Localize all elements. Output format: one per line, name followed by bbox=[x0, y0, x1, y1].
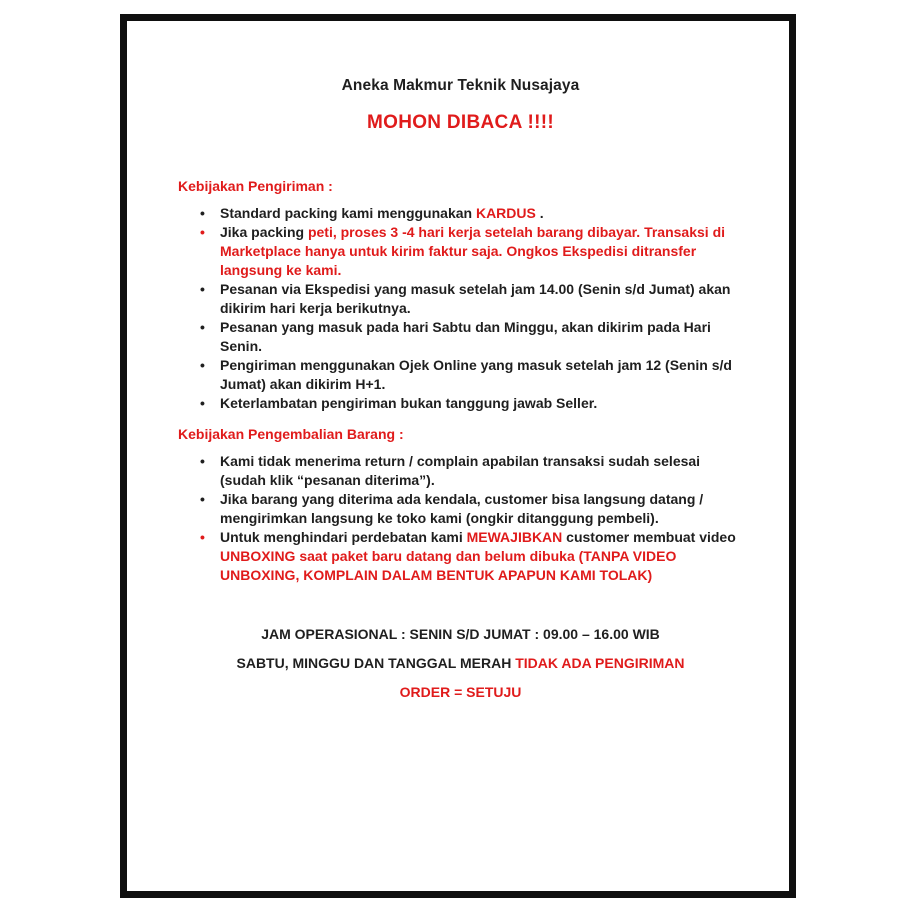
bullet-icon: • bbox=[200, 224, 205, 240]
bullet-icon: • bbox=[200, 205, 205, 221]
list-item bbox=[178, 280, 743, 318]
list-item bbox=[178, 394, 743, 413]
list-item-text bbox=[220, 528, 743, 585]
document-page bbox=[120, 14, 796, 898]
bullet-icon: • bbox=[200, 491, 205, 507]
list-item bbox=[178, 223, 743, 280]
list-item bbox=[178, 452, 743, 490]
list-item bbox=[178, 204, 743, 223]
footer-line bbox=[178, 625, 743, 644]
footer bbox=[178, 625, 743, 712]
list-item-text bbox=[220, 394, 743, 413]
body-text: . bbox=[535, 205, 544, 221]
page-title: Aneka Makmur Teknik Nusajaya bbox=[341, 77, 580, 94]
body-text: Keterlambatan pengiriman bukan tanggung jawab Seller. bbox=[220, 395, 598, 411]
body-text: Pesanan via Ekspedisi yang masuk setelah jam 14.00 (Senin s/d Jumat) akan dikirim hari kerja berikutnya. bbox=[220, 281, 731, 316]
bullet-icon: • bbox=[200, 281, 205, 297]
list-item bbox=[178, 356, 743, 394]
body-text: customer membuat video bbox=[562, 529, 736, 545]
list-item-text bbox=[220, 223, 743, 280]
highlighted-text: UNBOXING saat paket baru datang dan belum dibuka (TANPA VIDEO UNBOXING, KOMPLAIN DALAM BENTUK APAPUN KAMI TOLAK) bbox=[220, 548, 677, 583]
list-item-text bbox=[220, 318, 743, 356]
bullet-list bbox=[178, 204, 743, 413]
highlighted-text: TIDAK ADA PENGIRIMAN bbox=[515, 655, 685, 671]
list-item-text bbox=[220, 490, 743, 528]
body-text: Jika packing bbox=[220, 224, 308, 240]
section-heading: Kebijakan Pengiriman : bbox=[178, 178, 333, 194]
list-item-text bbox=[220, 280, 743, 318]
highlighted-text: ORDER = SETUJU bbox=[399, 684, 522, 700]
list-item bbox=[178, 490, 743, 528]
body-text: SABTU, MINGGU DAN TANGGAL MERAH bbox=[236, 655, 516, 671]
bullet-icon: • bbox=[200, 395, 205, 411]
body-text: Pengiriman menggunakan Ojek Online yang masuk setelah jam 12 (Senin s/d Jumat) akan dikirim H+1. bbox=[220, 357, 732, 392]
highlighted-text: KARDUS bbox=[475, 205, 536, 221]
list-item-text bbox=[220, 204, 743, 223]
body-text: Untuk menghindari perdebatan kami bbox=[220, 529, 467, 545]
section-heading: Kebijakan Pengembalian Barang : bbox=[178, 426, 404, 442]
footer-line bbox=[178, 683, 743, 702]
list-item-text bbox=[220, 356, 743, 394]
page-subtitle: MOHON DIBACA !!!! bbox=[367, 112, 554, 133]
bullet-list bbox=[178, 452, 743, 585]
bullet-icon: • bbox=[200, 453, 205, 469]
body-text: Standard packing kami menggunakan bbox=[220, 205, 476, 221]
body-text: JAM OPERASIONAL : SENIN S/D JUMAT : 09.00 – 16.00 WIB bbox=[261, 626, 660, 642]
bullet-icon: • bbox=[200, 319, 205, 335]
body-text: Pesanan yang masuk pada hari Sabtu dan Minggu, akan dikirim pada Hari Senin. bbox=[220, 319, 711, 354]
list-item bbox=[178, 528, 743, 585]
body-text: Kami tidak menerima return / complain apabilan transaksi sudah selesai (sudah klik “pesanan diterima”). bbox=[220, 453, 701, 488]
list-item bbox=[178, 318, 743, 356]
highlighted-text: MEWAJIBKAN bbox=[466, 529, 563, 545]
bullet-icon: • bbox=[200, 529, 205, 545]
policy-sections bbox=[178, 165, 743, 585]
list-item-text bbox=[220, 452, 743, 490]
highlighted-text: peti, proses 3 -4 hari kerja setelah barang dibayar. Transaksi di Marketplace hanya untuk kirim faktur saja. Ongkos Ekspedisi ditransfer langsung ke kami. bbox=[220, 224, 726, 278]
body-text: Jika barang yang diterima ada kendala, customer bisa langsung datang / mengirimkan langsung ke toko kami (ongkir ditanggung pembeli). bbox=[220, 491, 704, 526]
footer-line bbox=[178, 654, 743, 673]
bullet-icon: • bbox=[200, 357, 205, 373]
